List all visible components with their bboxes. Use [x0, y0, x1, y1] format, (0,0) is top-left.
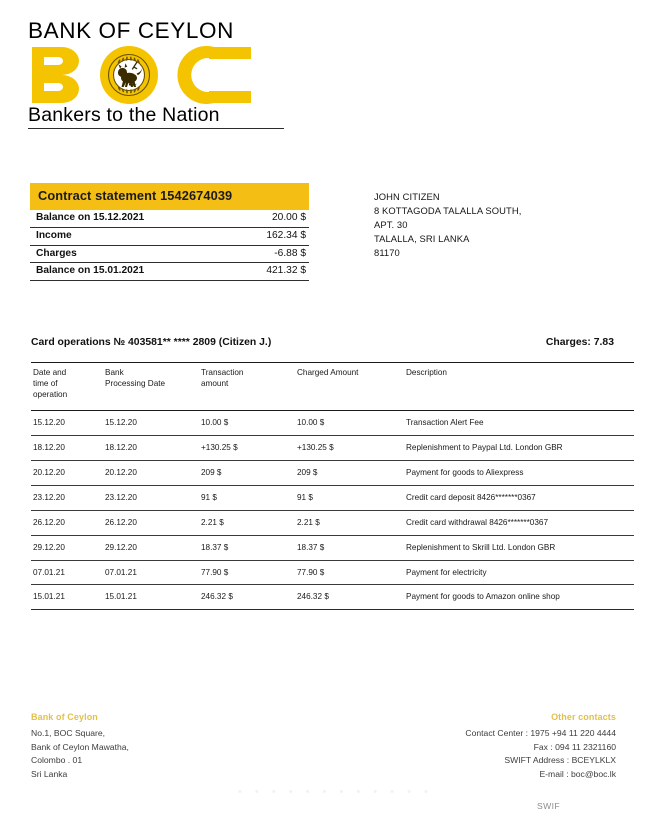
table-row: [31, 411, 634, 436]
table-row: [31, 510, 634, 535]
column-header-charged-amount: [295, 363, 404, 411]
cell-charged-amount: 209 $: [295, 461, 404, 486]
cell-bank-date: 18.12.20: [103, 436, 199, 461]
footer-left-line: Sri Lanka: [31, 769, 68, 780]
cell-description: Credit card deposit 8426*******0367: [404, 486, 634, 511]
address-line: 8 KOTTAGODA TALALLA SOUTH,: [374, 204, 522, 216]
header-line: Description: [406, 368, 447, 377]
cell-charged-amount: 18.37 $: [295, 535, 404, 560]
address-line: APT. 30: [374, 218, 408, 230]
swif-watermark-text: SWIF: [537, 801, 561, 811]
card-operations-header: [31, 337, 614, 348]
bank-tagline: Bankers to the Nation: [28, 103, 220, 126]
cell-description: Transaction Alert Fee: [404, 411, 634, 436]
cell-charged-amount: 91 $: [295, 486, 404, 511]
cell-transaction-amount: 18.37 $: [199, 535, 295, 560]
table-header-row: [31, 363, 634, 411]
card-operations-label: Card operations № 403581** **** 2809 (Citizen J.): [31, 337, 272, 348]
cell-bank-date: 15.01.21: [103, 585, 199, 610]
cell-transaction-amount: 91 $: [199, 486, 295, 511]
address-line: 81170: [374, 246, 400, 258]
header-line: Charged Amount: [297, 368, 359, 377]
footer-bank-address: [31, 710, 129, 782]
cell-transaction-amount: 10.00 $: [199, 411, 295, 436]
bank-name-title: BANK OF CEYLON: [28, 18, 234, 43]
cell-description: Payment for goods to Amazon online shop: [404, 585, 634, 610]
summary-row-opening-balance: [30, 210, 309, 228]
table-body: [31, 411, 634, 610]
cell-charged-amount: +130.25 $: [295, 436, 404, 461]
header-line: time of: [33, 378, 58, 388]
cell-date: 26.12.20: [31, 510, 103, 535]
footer-contact-center: Contact Center : 1975 +94 11 220 4444: [465, 727, 616, 738]
table-row: [31, 560, 634, 585]
summary-heading-number: 1542674039: [160, 188, 233, 203]
column-header-date: [31, 363, 103, 411]
table-row: [31, 461, 634, 486]
header-line: Bank: [105, 368, 124, 377]
cell-bank-date: 15.12.20: [103, 411, 199, 436]
customer-address-block: [374, 190, 521, 260]
footer-left-line: Bank of Ceylon Mawatha,: [31, 741, 129, 752]
cell-charged-amount: 10.00 $: [295, 411, 404, 436]
column-header-description: [404, 363, 634, 411]
cell-transaction-amount: 246.32 $: [199, 585, 295, 610]
cell-transaction-amount: 2.21 $: [199, 510, 295, 535]
cell-bank-date: 07.01.21: [103, 560, 199, 585]
cell-charged-amount: 77.90 $: [295, 560, 404, 585]
card-operations-charges: Charges: 7.83: [545, 337, 614, 348]
header-divider: [28, 128, 284, 129]
table-header: [31, 363, 634, 411]
background-watermark: • • • • • • • • • • • •: [238, 786, 433, 798]
cell-date: 18.12.20: [31, 436, 103, 461]
summary-label: Charges: [36, 247, 77, 259]
summary-value: -6.88 $: [274, 247, 306, 259]
cell-bank-date: 23.12.20: [103, 486, 199, 511]
contract-statement-summary: [30, 183, 309, 281]
cell-date: 23.12.20: [31, 486, 103, 511]
transactions-table: [31, 362, 634, 610]
footer-other-contacts: [465, 710, 616, 782]
cell-date: 15.01.21: [31, 585, 103, 610]
cell-description: Payment for goods to Aliexpress: [404, 461, 634, 486]
cell-description: Replenishment to Skrill Ltd. London GBR: [404, 535, 634, 560]
cell-date: 20.12.20: [31, 461, 103, 486]
address-line: JOHN CITIZEN: [374, 191, 440, 202]
table-row: [31, 535, 634, 560]
footer-left-line: Colombo . 01: [31, 755, 83, 766]
cell-date: 15.12.20: [31, 411, 103, 436]
summary-label: Balance on 15.01.2021: [36, 265, 145, 277]
header-line: amount: [201, 378, 229, 388]
summary-row-closing-balance: [30, 263, 309, 281]
footer-right-heading: Other contacts: [551, 712, 616, 722]
header-line: Transaction: [201, 368, 244, 377]
cell-date: 07.01.21: [31, 560, 103, 585]
footer-swift-address: SWIFT Address : BCEYLKLX: [504, 755, 616, 766]
cell-description: Credit card withdrawal 8426*******0367: [404, 510, 634, 535]
summary-heading: [30, 183, 309, 210]
address-line: TALALLA, SRI LANKA: [374, 232, 470, 244]
cell-transaction-amount: 209 $: [199, 461, 295, 486]
table-row: [31, 585, 634, 610]
header-line: Date and: [33, 368, 67, 377]
boc-wordmark: [28, 45, 290, 105]
summary-row-income: [30, 228, 309, 246]
cell-bank-date: 20.12.20: [103, 461, 199, 486]
cell-bank-date: 29.12.20: [103, 535, 199, 560]
cell-transaction-amount: +130.25 $: [199, 436, 295, 461]
boc-lion-seal-emblem: [109, 54, 150, 95]
cell-bank-date: 26.12.20: [103, 510, 199, 535]
table-row: [31, 436, 634, 461]
summary-value: 421.32 $: [266, 265, 306, 277]
cell-description: Payment for electricity: [404, 560, 634, 585]
footer-fax: Fax : 094 11 2321160: [533, 741, 616, 752]
cell-date: 29.12.20: [31, 535, 103, 560]
header-line: operation: [33, 389, 68, 399]
bank-logo-block: [28, 20, 290, 129]
summary-value: 162.34 $: [266, 229, 306, 241]
table-row: [31, 486, 634, 511]
header-line: Processing Date: [105, 378, 166, 388]
summary-label: Income: [36, 229, 72, 241]
summary-row-charges: [30, 246, 309, 264]
footer-left-heading: Bank of Ceylon: [31, 712, 98, 722]
column-header-bank-processing-date: [103, 363, 199, 411]
footer-left-line: No.1, BOC Square,: [31, 727, 106, 738]
cell-description: Replenishment to Paypal Ltd. London GBR: [404, 436, 634, 461]
summary-value: 20.00 $: [272, 212, 306, 224]
summary-heading-label: Contract statement: [38, 188, 157, 203]
cell-transaction-amount: 77.90 $: [199, 560, 295, 585]
cell-charged-amount: 2.21 $: [295, 510, 404, 535]
summary-label: Balance on 15.12.2021: [36, 212, 145, 224]
column-header-transaction-amount: [199, 363, 295, 411]
cell-charged-amount: 246.32 $: [295, 585, 404, 610]
footer-email: E-mail : boc@boc.lk: [539, 769, 616, 780]
